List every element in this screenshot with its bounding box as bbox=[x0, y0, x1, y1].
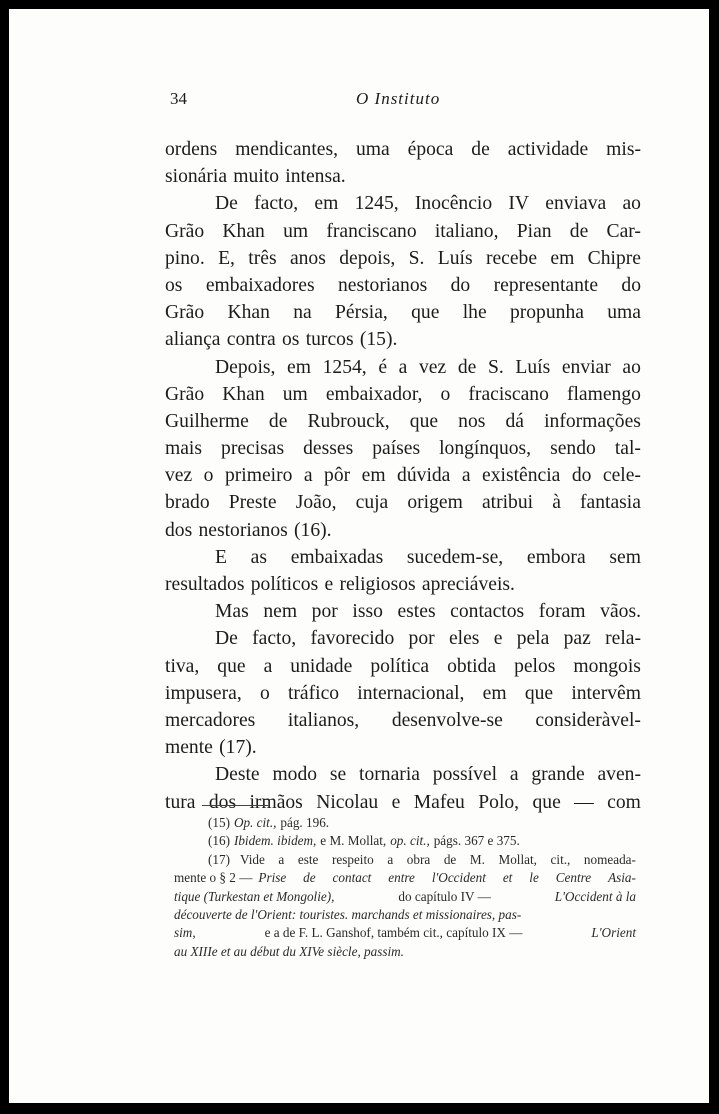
note-ref: (15). bbox=[359, 329, 398, 351]
word: aven- bbox=[597, 764, 641, 786]
word: Asia- bbox=[608, 870, 636, 886]
word: propunha bbox=[509, 302, 584, 324]
word: embora bbox=[526, 546, 586, 568]
text-line bbox=[165, 272, 641, 299]
word: uma bbox=[355, 139, 390, 160]
footnote-line bbox=[174, 869, 636, 887]
word: Car- bbox=[606, 220, 641, 242]
word: Luís bbox=[515, 356, 551, 378]
word: depois, bbox=[339, 247, 396, 269]
text-line bbox=[165, 163, 641, 190]
footnote-text: e a de F. L. Ganshof, também cit., capítulo IX — bbox=[264, 925, 523, 941]
word: Centre bbox=[555, 870, 592, 886]
word: intervêm bbox=[571, 682, 641, 704]
word: nos bbox=[458, 410, 486, 432]
footnote-rule bbox=[202, 805, 268, 806]
footnote-text: págs. 367 e 375. bbox=[433, 833, 520, 849]
footnote-title: L'Orient bbox=[591, 925, 636, 941]
word: os bbox=[281, 329, 300, 351]
word: anos bbox=[289, 247, 326, 269]
word: Vide bbox=[239, 851, 265, 867]
word: em bbox=[314, 193, 339, 215]
word: se bbox=[329, 764, 347, 786]
word: sucedem-se, bbox=[406, 546, 504, 568]
word: Deste bbox=[215, 764, 260, 786]
text-line bbox=[165, 789, 641, 816]
word: pela bbox=[516, 628, 550, 650]
word: — bbox=[574, 791, 594, 813]
word: de bbox=[569, 220, 589, 242]
word: dá bbox=[505, 410, 524, 432]
word: tiva, bbox=[165, 655, 200, 677]
word: ao bbox=[622, 193, 641, 215]
word: do bbox=[571, 465, 592, 487]
word: irmãos bbox=[249, 791, 303, 813]
word: em bbox=[287, 356, 311, 378]
text-line bbox=[165, 653, 641, 680]
text-line bbox=[165, 326, 641, 353]
footnote-15 bbox=[174, 814, 636, 832]
word: João, bbox=[295, 492, 337, 514]
word: embaixador, bbox=[325, 383, 423, 405]
word: De bbox=[215, 628, 238, 650]
word: S. bbox=[408, 247, 425, 269]
word: por bbox=[311, 601, 338, 623]
word: contactos bbox=[450, 601, 525, 623]
word: fantasia bbox=[580, 492, 641, 514]
word: de bbox=[303, 870, 316, 886]
word: rela- bbox=[605, 628, 641, 650]
footnote-title: L'Occident à la bbox=[554, 888, 636, 904]
text-line bbox=[165, 218, 641, 245]
word: pelos bbox=[514, 655, 556, 677]
text-line bbox=[165, 435, 641, 462]
word: a bbox=[461, 465, 471, 487]
word: mente bbox=[165, 737, 213, 759]
footnote-line bbox=[174, 924, 636, 942]
word: do bbox=[621, 274, 641, 296]
word: italianos, bbox=[287, 709, 360, 731]
footnote-number: (15) bbox=[208, 815, 230, 830]
word: Mas bbox=[215, 601, 249, 623]
word: mercadores bbox=[165, 709, 256, 731]
word: na bbox=[293, 302, 312, 324]
word: enviava bbox=[545, 193, 607, 215]
word: existência bbox=[482, 465, 561, 487]
word: impusera, bbox=[165, 682, 242, 704]
word: as bbox=[250, 546, 267, 568]
word: obtida bbox=[447, 655, 497, 677]
word: ordens bbox=[165, 139, 218, 160]
word: por bbox=[408, 628, 435, 650]
word: Polo, bbox=[478, 791, 520, 813]
word: aliança bbox=[165, 329, 221, 351]
text-line bbox=[165, 462, 641, 489]
word: longínquos, bbox=[439, 438, 532, 460]
word: políticos bbox=[250, 574, 319, 595]
word: a bbox=[303, 465, 313, 487]
word: um bbox=[282, 383, 308, 405]
word: a bbox=[278, 851, 285, 867]
word: obra bbox=[406, 851, 431, 867]
text-line bbox=[165, 190, 641, 217]
word: 1245, bbox=[354, 193, 399, 215]
word: Pérsia, bbox=[335, 302, 388, 324]
word: contra bbox=[226, 329, 276, 351]
footnote-title: découverte de l'Orient: touristes. marchands et missionaires, pas- bbox=[174, 906, 522, 922]
word: Guilherme bbox=[165, 410, 249, 432]
word: possível bbox=[432, 764, 498, 786]
word: os bbox=[165, 274, 183, 296]
word: Prise bbox=[258, 870, 287, 886]
footnote-17 bbox=[174, 851, 636, 961]
word: em bbox=[361, 465, 386, 487]
note-ref: (16). bbox=[294, 519, 332, 541]
word: muito bbox=[233, 166, 280, 188]
word: a bbox=[263, 655, 273, 677]
page-header bbox=[9, 89, 709, 113]
word: l'Occident bbox=[431, 870, 486, 886]
word: facto, bbox=[252, 628, 297, 650]
word: dos bbox=[165, 519, 193, 541]
word: Mafeu bbox=[413, 791, 465, 813]
word: que bbox=[409, 410, 439, 432]
word: Chipre bbox=[587, 247, 641, 269]
word: o bbox=[259, 682, 270, 704]
word: actividade bbox=[507, 139, 589, 160]
word: de bbox=[268, 410, 288, 432]
book-page bbox=[9, 9, 709, 1103]
text-line bbox=[165, 136, 641, 163]
word: o bbox=[440, 383, 451, 405]
word: desenvolve-se bbox=[391, 709, 503, 731]
text-line bbox=[165, 598, 641, 625]
word: Inocêncio bbox=[414, 193, 493, 215]
word: e bbox=[391, 791, 401, 813]
word: italiano, bbox=[434, 220, 499, 242]
word: modo bbox=[272, 764, 318, 786]
word: representante bbox=[493, 274, 599, 296]
word: uma bbox=[607, 302, 641, 324]
page-number: 34 bbox=[170, 89, 187, 108]
word: de bbox=[443, 851, 457, 867]
word: et bbox=[502, 870, 513, 886]
word: vez bbox=[418, 356, 447, 378]
footnote-ref: Op. cit., bbox=[233, 815, 277, 830]
word: le bbox=[529, 870, 539, 886]
word: política bbox=[370, 655, 430, 677]
word: S. bbox=[487, 356, 504, 378]
footnote-title: au XIIIe et au début du XIVe siècle, passim. bbox=[174, 943, 404, 959]
word: 1254, bbox=[322, 356, 367, 378]
word: de bbox=[457, 356, 477, 378]
word: mendicantes, bbox=[235, 139, 339, 160]
word: à bbox=[552, 492, 561, 514]
word: a bbox=[509, 764, 519, 786]
word: isso bbox=[352, 601, 383, 623]
word: em bbox=[550, 247, 575, 269]
word: mis- bbox=[606, 139, 641, 160]
footnote-words bbox=[240, 851, 636, 869]
word: Grão bbox=[165, 383, 205, 405]
word: nem bbox=[263, 601, 298, 623]
word: desses bbox=[303, 438, 354, 460]
footnote-line bbox=[174, 943, 636, 961]
word: consideràvel- bbox=[535, 709, 641, 731]
word: e bbox=[493, 628, 503, 650]
word: lhe bbox=[462, 302, 487, 324]
word: nestorianos bbox=[338, 274, 428, 296]
word: época bbox=[407, 139, 454, 160]
word: Nicolau bbox=[316, 791, 379, 813]
word: precisas bbox=[221, 438, 285, 460]
word: cuja bbox=[355, 492, 389, 514]
word: sem bbox=[609, 546, 641, 568]
word: pôr bbox=[324, 465, 351, 487]
word: paz bbox=[563, 628, 591, 650]
word: países bbox=[372, 438, 421, 460]
text-line bbox=[165, 381, 641, 408]
word: sendo bbox=[550, 438, 596, 460]
word: entre bbox=[388, 870, 415, 886]
footnote-text: pág. 196. bbox=[280, 815, 330, 830]
word: mongois bbox=[573, 655, 641, 677]
word: Preste bbox=[228, 492, 277, 514]
text-line bbox=[165, 517, 641, 544]
text-line bbox=[165, 299, 641, 326]
text-line bbox=[165, 571, 641, 598]
word: resultados bbox=[165, 574, 245, 595]
word: fraciscano bbox=[468, 383, 549, 405]
footnote-title bbox=[258, 869, 636, 887]
word: dos bbox=[208, 791, 237, 813]
text-line bbox=[165, 489, 641, 516]
word: Rubrouck, bbox=[307, 410, 390, 432]
word: tráfico bbox=[287, 682, 340, 704]
word: mais bbox=[165, 438, 203, 460]
word: embaixadores bbox=[205, 274, 315, 296]
word: De bbox=[215, 193, 238, 215]
word: Khan bbox=[222, 383, 265, 405]
word: dúvida bbox=[397, 465, 451, 487]
word: três bbox=[248, 247, 277, 269]
word: e bbox=[324, 574, 334, 595]
word: brado bbox=[165, 492, 210, 514]
word: Mollat, bbox=[498, 851, 537, 867]
word: o bbox=[203, 465, 214, 487]
word: em bbox=[482, 682, 507, 704]
word: turcos bbox=[305, 329, 354, 351]
footnote-line bbox=[174, 906, 636, 924]
word: informações bbox=[544, 410, 641, 432]
word: pino. bbox=[165, 247, 205, 269]
text-line bbox=[165, 408, 641, 435]
text-line bbox=[165, 245, 641, 272]
footnote-number: (16) bbox=[208, 833, 230, 849]
footnote-title: tique (Turkestan et Mongolie), bbox=[174, 888, 335, 904]
word: Grão bbox=[165, 220, 205, 242]
word: nestorianos bbox=[198, 519, 288, 541]
text-line bbox=[165, 354, 641, 381]
word: enviar bbox=[561, 356, 611, 378]
word: ao bbox=[622, 356, 641, 378]
word: facto, bbox=[254, 193, 299, 215]
word: origem bbox=[407, 492, 463, 514]
word: que bbox=[411, 302, 440, 324]
note-ref: (17). bbox=[219, 737, 257, 759]
word: Grão bbox=[165, 302, 205, 324]
text-line bbox=[165, 625, 641, 652]
text-line bbox=[165, 734, 641, 761]
word: embaixadas bbox=[290, 546, 384, 568]
body-text bbox=[165, 136, 641, 816]
word: foram bbox=[538, 601, 586, 623]
word: Khan bbox=[227, 302, 270, 324]
footnote-ref: op. cit., bbox=[390, 833, 430, 849]
word: flamengo bbox=[566, 383, 641, 405]
word: do bbox=[450, 274, 471, 296]
word: respeito bbox=[331, 851, 374, 867]
word: que bbox=[532, 791, 561, 813]
word: com bbox=[607, 791, 641, 813]
word: cele- bbox=[602, 465, 641, 487]
text-line bbox=[165, 761, 641, 788]
word: cit., bbox=[550, 851, 571, 867]
word: é bbox=[378, 356, 388, 378]
word: Khan bbox=[222, 220, 265, 242]
word: sionária bbox=[165, 166, 228, 188]
word: um bbox=[283, 220, 309, 242]
running-title: O Instituto bbox=[356, 89, 441, 108]
word: E, bbox=[218, 247, 235, 269]
word: atribui bbox=[481, 492, 534, 514]
word: tura bbox=[165, 791, 196, 813]
word: recebe bbox=[485, 247, 538, 269]
word: IV bbox=[508, 193, 530, 215]
word: intensa. bbox=[285, 166, 346, 188]
word: Depois, bbox=[215, 356, 276, 378]
word: vez bbox=[165, 465, 193, 487]
word: estes bbox=[397, 601, 436, 623]
text-line bbox=[165, 680, 641, 707]
word: a bbox=[398, 356, 408, 378]
word: que bbox=[524, 682, 554, 704]
word: apreciáveis. bbox=[421, 574, 515, 595]
footnote-text: mente o § 2 — bbox=[174, 870, 253, 886]
text-line bbox=[165, 707, 641, 734]
footnote-16 bbox=[174, 832, 636, 850]
text-line bbox=[165, 544, 641, 571]
footnote-text: e M. Mollat, bbox=[320, 833, 387, 849]
word: franciscano bbox=[326, 220, 417, 242]
word: de bbox=[471, 139, 490, 160]
word: unidade bbox=[290, 655, 353, 677]
footnote-ref: sim, bbox=[174, 925, 196, 941]
word: este bbox=[297, 851, 319, 867]
word: internacional, bbox=[357, 682, 465, 704]
word: primeiro bbox=[224, 465, 293, 487]
word: grande bbox=[531, 764, 585, 786]
footnote-line bbox=[174, 851, 636, 869]
footnote-number: (17) bbox=[208, 851, 230, 867]
word: eles bbox=[448, 628, 480, 650]
word: a bbox=[387, 851, 394, 867]
word: que bbox=[217, 655, 246, 677]
word: nomeada- bbox=[583, 851, 636, 867]
word: tal- bbox=[614, 438, 641, 460]
word: contact bbox=[332, 870, 372, 886]
word: tornaria bbox=[359, 764, 420, 786]
word: religiosos bbox=[339, 574, 416, 595]
footnote-text: do capítulo IV — bbox=[398, 888, 491, 904]
word: favorecido bbox=[310, 628, 395, 650]
word: E bbox=[215, 546, 227, 568]
footnote-ref: Ibidem. ibidem, bbox=[233, 833, 317, 849]
word: Pian bbox=[516, 220, 552, 242]
footnotes bbox=[174, 814, 636, 961]
word: vãos. bbox=[600, 601, 641, 623]
footnote-line bbox=[174, 888, 636, 906]
word: M. bbox=[469, 851, 485, 867]
word: Luís bbox=[437, 247, 473, 269]
